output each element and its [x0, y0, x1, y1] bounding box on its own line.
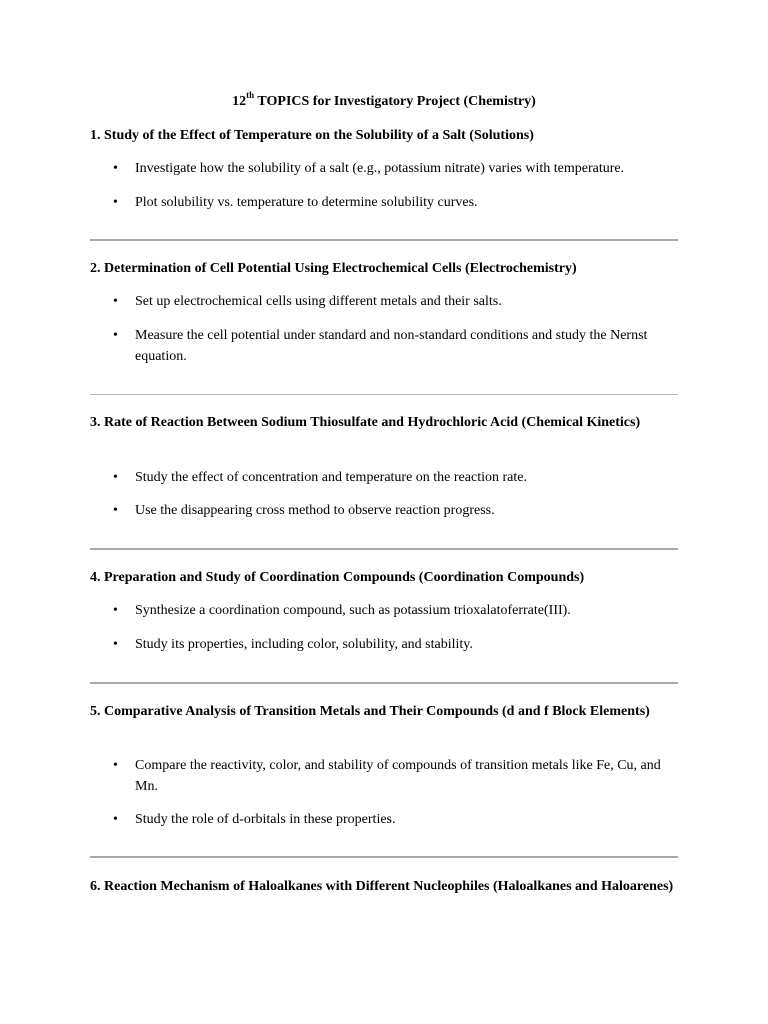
title-superscript: th	[246, 90, 255, 101]
list-item	[113, 755, 680, 797]
list-item	[113, 809, 680, 830]
section-divider	[90, 548, 678, 550]
bullet-icon: •	[113, 328, 118, 343]
section-divider	[90, 394, 678, 395]
bullet-icon: •	[113, 758, 118, 773]
title-prefix: 12	[232, 94, 247, 109]
section-heading-5: 5. Comparative Analysis of Transition Metals and Their Compounds (d and f Block Elements)	[90, 704, 650, 719]
bullet-icon: •	[113, 503, 118, 518]
list-item-text: Use the disappearing cross method to observe reaction progress.	[135, 503, 495, 518]
section-divider	[90, 682, 678, 684]
list-item	[113, 325, 680, 367]
section-heading-2: 2. Determination of Cell Potential Using Electrochemical Cells (Electrochemistry)	[90, 261, 577, 276]
section-heading-6: 6. Reaction Mechanism of Haloalkanes with Different Nucleophiles (Haloalkanes and Haloarenes)	[90, 879, 674, 894]
list-item	[113, 158, 680, 179]
section-heading-4: 4. Preparation and Study of Coordination Compounds (Coordination Compounds)	[90, 570, 585, 585]
list-item-text: Investigate how the solubility of a salt (e.g., potassium nitrate) varies with temperature.	[135, 161, 625, 176]
list-item	[113, 291, 680, 312]
list-item-text: Study the role of d-orbitals in these properties.	[135, 812, 396, 827]
bullet-icon: •	[113, 161, 118, 176]
section-divider	[90, 856, 678, 858]
list-item-text: Measure the cell potential under standard and non-standard conditions and study the Nernst equation.	[135, 328, 648, 364]
title-text: TOPICS for Investigatory Project (Chemistry)	[254, 94, 536, 109]
list-item-text: Study its properties, including color, solubility, and stability.	[135, 637, 473, 652]
bullet-icon: •	[113, 294, 118, 309]
list-item-text: Set up electrochemical cells using different metals and their salts.	[135, 294, 502, 309]
list-item	[113, 192, 680, 213]
section-divider	[90, 239, 678, 241]
list-item	[113, 600, 680, 621]
list-item	[113, 500, 680, 521]
list-item	[113, 634, 680, 655]
section-heading-3: 3. Rate of Reaction Between Sodium Thiosulfate and Hydrochloric Acid (Chemical Kinetics)	[90, 415, 641, 430]
bullet-icon: •	[113, 812, 118, 827]
bullet-icon: •	[113, 195, 118, 210]
bullet-icon: •	[113, 603, 118, 618]
list-item-text: Study the effect of concentration and temperature on the reaction rate.	[135, 470, 527, 485]
bullet-icon: •	[113, 470, 118, 485]
list-item-text: Synthesize a coordination compound, such as potassium trioxalatoferrate(III).	[135, 603, 571, 618]
list-item-text: Plot solubility vs. temperature to determine solubility curves.	[135, 195, 478, 210]
section-heading-1: 1. Study of the Effect of Temperature on the Solubility of a Salt (Solutions)	[90, 128, 534, 143]
bullet-icon: •	[113, 637, 118, 652]
page-title	[0, 92, 768, 112]
list-item-text: Compare the reactivity, color, and stability of compounds of transition metals like Fe, Cu, and Mn.	[135, 758, 661, 794]
list-item	[113, 467, 680, 488]
